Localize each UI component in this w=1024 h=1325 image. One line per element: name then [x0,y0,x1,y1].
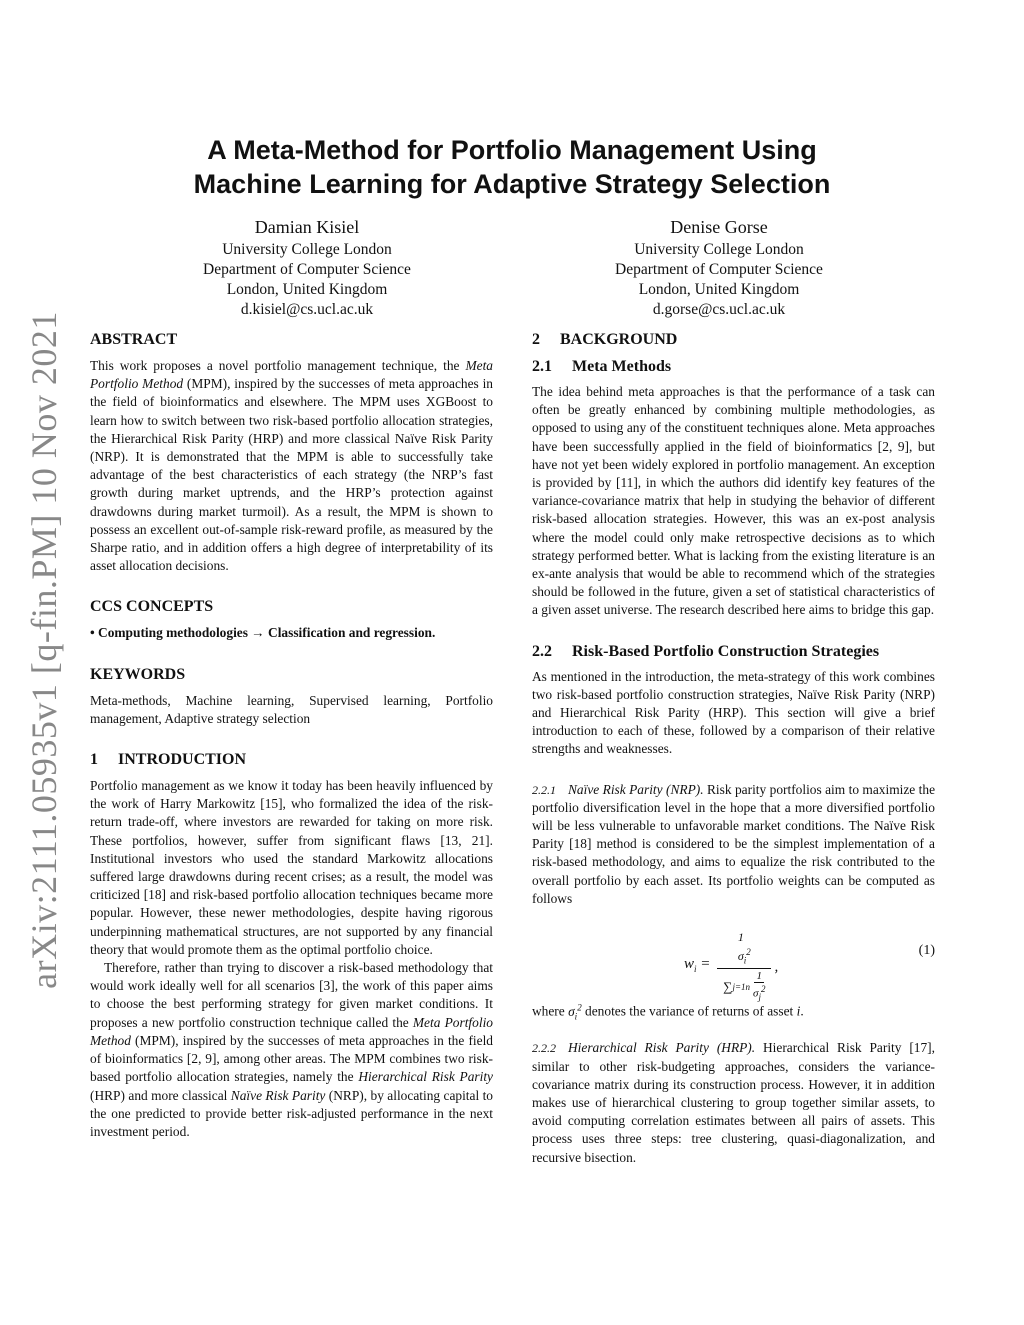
intro-paragraph-2: Therefore, rather than trying to discover a risk-based methodology that would work ideally well for all scenarios [3], the work of this paper aims to choose the best performing strategy for given market conditions. It proposes a new portfolio construction technique called the Meta Portfolio Method (MPM), inspired by the successes of meta approaches in the field of bioinformatics [2, 9], among other areas. The MPM combines two risk-based portfolio allocation strategies, namely the Hierarchical Risk Parity (HRP) and more classical Naïve Risk Parity (NRP), by allocating capital to the one predicted to provide better risk-adjusted performance in the next investment period. [90,960,494,1139]
arxiv-sidebar [0,0,64,1325]
section-heading-background: 2 BACKGROUND [532,331,678,348]
equation-body: $w_i$ = 1 $\sigma_i^2$ ∑ j=1 n $\frac{1}{\sigma_j^2}$ , [684,930,779,1003]
author-email[interactable]: d.gorse@cs.ucl.ac.uk [652,301,786,318]
risk-based-paragraph: As mentioned in the introduction, the meta-strategy of this work combines two risk-based portfolio construction strategies, Naïve Risk Parity (NRP) and Hierarchical Risk Parity (HRP). This section will give a brief introduction to each of these, followed by a comparison of their relative strengths and weaknesses. [532,668,935,757]
keywords-text: Meta-methods, Machine learning, Supervised learning, Portfolio management, Adaptive strategy selection [90,692,493,726]
right-column [532,330,935,1167]
author-department: Department of Computer Science [203,261,411,278]
paper-title [120,133,904,201]
title-line-2: Machine Learning for Adaptive Strategy Selection [193,169,831,199]
title-line-1: A Meta-Method for Portfolio Management Using [207,135,817,165]
section-heading-introduction: 1 INTRODUCTION [90,751,247,769]
equation-1 [532,922,935,1003]
equation-explanation: where $\sigma_i^2$ denotes the variance of returns of asset i. [532,1002,804,1022]
intro-paragraph-1: Portfolio management as we know it today has been heavily influenced by the work of Harry Markowitz [15], who formalized the idea of the risk-return trade-off, where investors are rewarded for taking on more risk. These portfolios, however, suffer from significant flaws [13, 21]. Institutional investors who used the standard Markowitz allocations suffered large drawdowns during recent crises; as a result, the model was criticized [18] and risk-based portfolio allocation techniques became more popular. However, these newer methodologies, despite having rigorous underpinning mathematical structures, are not supported by any financial theory that would promote them as the optimal portfolio choice. [90,778,493,957]
meta-methods-paragraph: The idea behind meta approaches is that the performance of a task can often be greatly enhanced by combining multiple methodologies, as opposed to using any of the constituent techniques alone. Meta approaches have been successfully applied in the field of bioinformatics [2, 9], but have not yet been widely explored in portfolio management. An exception is provided by [11], in which the authors did identify key features of the variance-covariance matrix that help in studying the behavior of different risk-based allocation strategies. However, this was an ex-post analysis where the model could only make retrospective decisions as to which strategy performed better. What is lacking from the existing literature is an ex-ante analysis that would be able to recommend which of the strategies should be followed in the future, given a set of statistical characteristics of a given asset universe. The research described here aims to bridge this gap. [532,384,935,618]
ccs-heading: CCS CONCEPTS [90,598,214,616]
subsection-heading-risk-based: 2.2 Risk-Based Portfolio Construction Strategies [532,642,880,660]
left-column [90,330,493,1141]
author-affiliation: University College London [634,241,804,258]
author-name: Damian Kisiel [254,217,360,237]
author-affiliation: University College London [222,241,392,258]
author-location: London, United Kingdom [638,281,800,298]
equation-number: (1) [918,943,935,959]
abstract-heading: ABSTRACT [90,331,178,348]
author-location: London, United Kingdom [226,281,388,298]
abstract-text: This work proposes a novel portfolio management technique, the Meta Portfolio Method (MPM), inspired by the successes of meta approaches in the field of bioinformatics and elsewhere. The MPM uses XGBoost to learn how to switch between two risk-based portfolio allocation strategies, the Hierarchical Risk Parity (HRP) and more classical Naïve Risk Parity (NRP). It is demonstrated that the MPM is able to successfully take advantage of the best characteristics of each strategy (the NRP’s fast growth during market uptrends, and the HRP’s protection against drawdowns during market turmoil). As a result, the MPM is shown to possess an excellent out-of-sample risk-reward profile, as measured by the Sharpe ratio, and in addition offers a high degree of interpretability of its asset allocation decisions. [90,358,493,574]
author-name: Denise Gorse [670,217,768,237]
author-department: Department of Computer Science [615,261,823,278]
nrp-paragraph: 2.2.1 Naïve Risk Parity (NRP). Risk parity portfolios aim to maximize the portfolio diversification level in the hope that a more diversified portfolio will be less vulnerable to unfavorable market conditions. The Naïve Risk Parity [18] method is considered to be the simplest implementation of a risk-based methodology, and aims to equalize the risk contributed to the overall portfolio by each asset. Its portfolio weights can be computed as follows [532,781,936,906]
ccs-text: • Computing methodologies → Classification and regression. [90,625,436,641]
subsection-heading-meta-methods: 2.1 Meta Methods [532,358,672,375]
author-email[interactable]: d.kisiel@cs.ucl.ac.uk [240,301,374,318]
hrp-paragraph: 2.2.2 Hierarchical Risk Parity (HRP). Hierarchical Risk Parity [17], similar to other risk-budgeting approaches, considers the variance-covariance matrix during its construction process. However, it in addition makes use of hierarchical clustering to group together similar assets, to avoid computing correlation estimates between all pairs of assets. This process uses three steps: tree clustering, quasi-diagonalization, and recursive bisection. [532,1040,935,1165]
keywords-heading: KEYWORDS [90,665,186,683]
arxiv-identifier[interactable]: arXiv:2111.05935v1 [q-fin.PM] 10 Nov 2021 [24,311,64,989]
author-block-1 [157,215,457,320]
author-block-2 [569,215,869,320]
